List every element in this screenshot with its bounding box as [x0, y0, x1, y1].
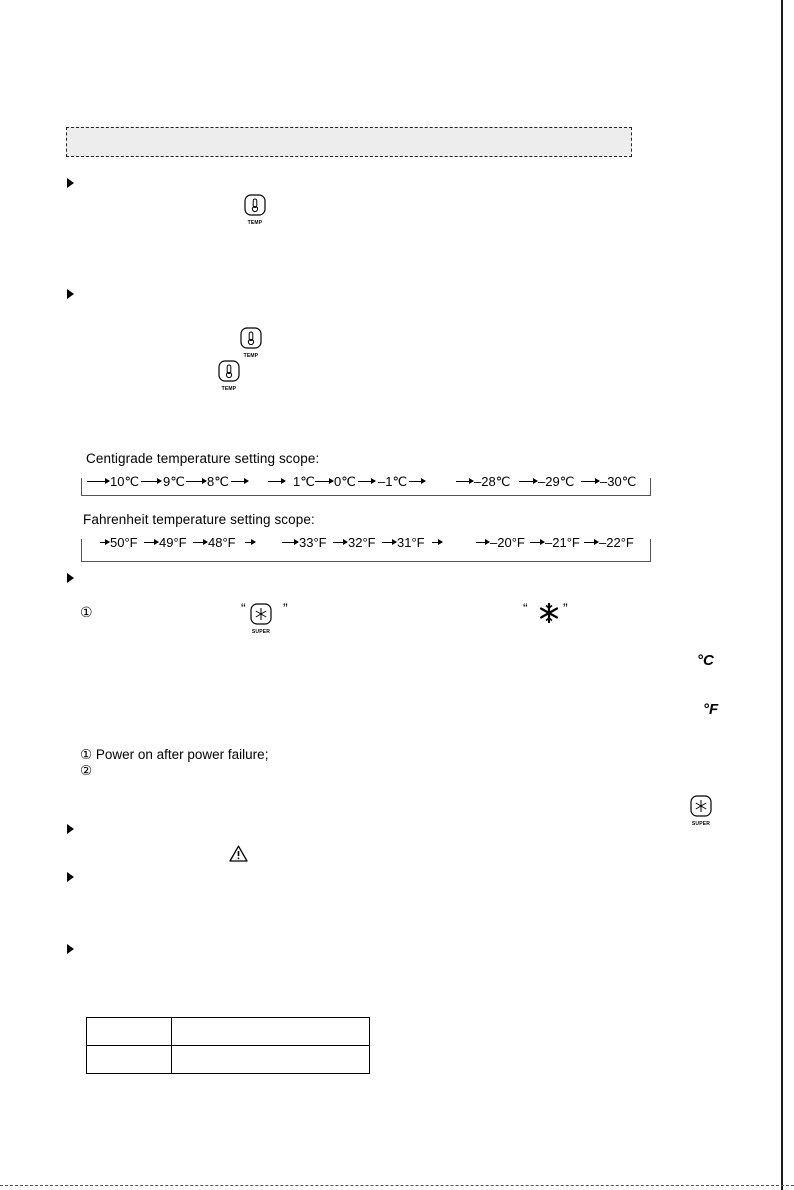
- seq-arrow-icon: [268, 481, 285, 482]
- centigrade-sequence: [81, 474, 651, 490]
- fahrenheit-value: 49°F: [159, 535, 187, 550]
- bullet-arrow-icon: [67, 944, 74, 954]
- temp-button-icon: [240, 327, 266, 359]
- seq-arrow-icon: [581, 481, 599, 482]
- snowflake-icon: [539, 603, 559, 628]
- centigrade-scope-title: Centigrade temperature setting scope:: [86, 451, 320, 466]
- fahrenheit-value: –20°F: [490, 535, 525, 550]
- seq-arrow-icon: [87, 481, 109, 482]
- seq-arrow-icon: [231, 481, 248, 482]
- fahrenheit-value: 31°F: [397, 535, 425, 550]
- fahrenheit-symbol: °F: [703, 701, 719, 718]
- seq-arrow-icon: [333, 542, 347, 543]
- seq-arrow-icon: [144, 542, 158, 543]
- open-quote: “: [241, 600, 246, 616]
- table-row: [87, 1046, 370, 1074]
- centigrade-value: 10℃: [110, 474, 140, 489]
- fahrenheit-value: 32°F: [348, 535, 376, 550]
- bullet-arrow-icon: [67, 824, 74, 834]
- seq-arrow-icon: [100, 542, 109, 543]
- super-button-icon: [250, 603, 276, 635]
- close-quote: ”: [563, 600, 568, 616]
- info-table: [86, 1017, 370, 1074]
- page-bottom-line: [0, 1185, 794, 1186]
- seq-arrow-icon: [530, 542, 544, 543]
- fahrenheit-value: 48°F: [208, 535, 236, 550]
- seq-arrow-icon: [584, 542, 598, 543]
- table-cell: [87, 1046, 172, 1074]
- table-row: [87, 1018, 370, 1046]
- close-quote: ”: [283, 600, 288, 616]
- centigrade-value: 1℃: [293, 474, 315, 489]
- temp-icon-label: TEMP: [247, 220, 263, 226]
- bullet-arrow-icon: [67, 289, 74, 299]
- super-button-icon: [690, 795, 716, 827]
- bullet-arrow-icon: [67, 178, 74, 188]
- seq-arrow-icon: [409, 481, 425, 482]
- table-cell: [172, 1018, 370, 1046]
- table-cell: [87, 1018, 172, 1046]
- temp-button-icon: [218, 360, 244, 392]
- open-quote: “: [523, 600, 528, 616]
- centigrade-value: –29℃: [538, 474, 575, 489]
- centigrade-value: 8℃: [207, 474, 229, 489]
- celsius-symbol: °C: [697, 652, 714, 669]
- seq-arrow-icon: [186, 481, 206, 482]
- seq-arrow-icon: [315, 481, 333, 482]
- fahrenheit-value: –21°F: [545, 535, 580, 550]
- centigrade-value: –30℃: [600, 474, 637, 489]
- seq-arrow-icon: [245, 542, 255, 543]
- temp-button-icon: [244, 194, 270, 226]
- seq-arrow-icon: [382, 542, 396, 543]
- section-header-box: [66, 127, 632, 157]
- step-marker: ①: [80, 604, 93, 620]
- fahrenheit-scope-title: Fahrenheit temperature setting scope:: [83, 512, 315, 527]
- note-item-2: ②: [80, 763, 93, 778]
- seq-arrow-icon: [358, 481, 375, 482]
- fahrenheit-sequence: [81, 535, 651, 551]
- fahrenheit-value: 50°F: [110, 535, 138, 550]
- temp-icon-label: TEMP: [221, 386, 237, 392]
- super-icon-label: SUPER: [251, 629, 271, 635]
- centigrade-value: –1℃: [378, 474, 408, 489]
- seq-arrow-icon: [282, 542, 298, 543]
- fahrenheit-value: 33°F: [299, 535, 327, 550]
- seq-arrow-icon: [432, 542, 442, 543]
- warning-icon: [229, 845, 248, 867]
- seq-arrow-icon: [193, 542, 207, 543]
- seq-arrow-icon: [456, 481, 473, 482]
- fahrenheit-value: –22°F: [599, 535, 634, 550]
- bullet-arrow-icon: [67, 872, 74, 882]
- page-edge-line: [781, 0, 783, 1190]
- table-cell: [172, 1046, 370, 1074]
- centigrade-value: 0℃: [334, 474, 356, 489]
- temp-icon-label: TEMP: [243, 353, 259, 359]
- bullet-arrow-icon: [67, 573, 74, 583]
- centigrade-value: –28℃: [474, 474, 511, 489]
- centigrade-value: 9℃: [163, 474, 185, 489]
- seq-arrow-icon: [476, 542, 489, 543]
- seq-arrow-icon: [141, 481, 161, 482]
- super-icon-label: SUPER: [691, 821, 711, 827]
- note-item-1: ① Power on after power failure;: [80, 747, 269, 762]
- seq-arrow-icon: [519, 481, 537, 482]
